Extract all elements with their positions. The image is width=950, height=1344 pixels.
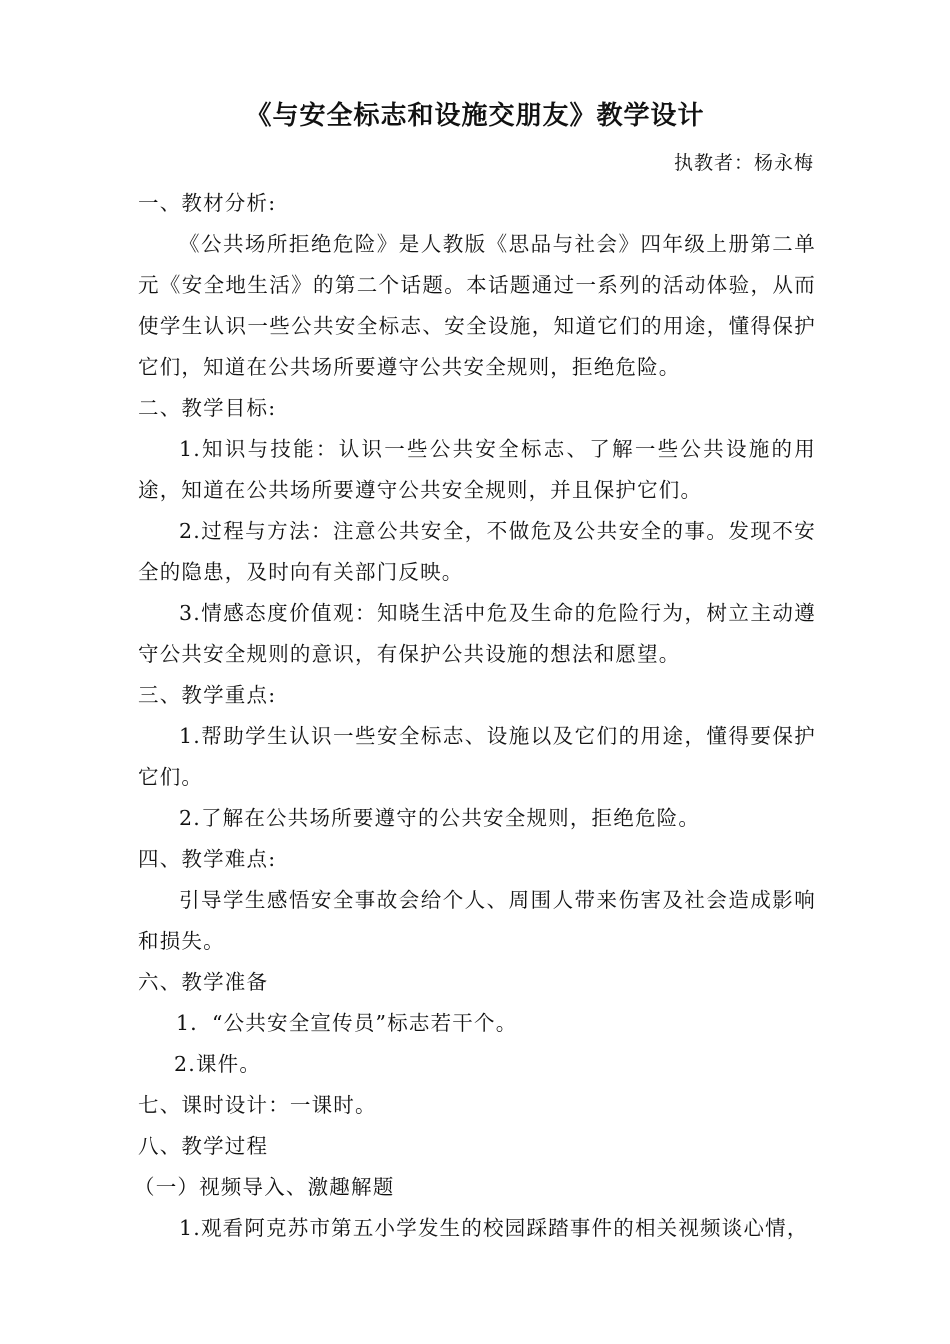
author-line: 执教者：杨永梅 (673, 152, 814, 174)
document-body (134, 183, 816, 1249)
document-title: 《与安全标志和设施交朋友》教学设计 (245, 101, 705, 131)
section-heading-difficulties: 四、教学难点: (138, 847, 277, 871)
paragraph-goal-process: 2.过程与方法：注意公共安全，不做危及公共安全的事。发现不安全的隐患，及时向有关部门反映。 (138, 519, 816, 584)
paragraph-goal-knowledge: 1.知识与技能：认识一些公共安全标志、了解一些公共设施的用途，知道在公共场所要遵守公共安全规则，并且保护它们。 (138, 437, 816, 502)
section-heading-process: 八、教学过程 (138, 1134, 269, 1158)
section-heading-textbook-analysis: 一、教材分析: (138, 191, 277, 215)
paragraph-key-point-2: 2.了解在公共场所要遵守的公共安全规则，拒绝危险。 (179, 806, 701, 830)
paragraph-goal-attitude: 3.情感态度价值观：知晓生活中危及生命的危险行为，树立主动遵守公共安全规则的意识，有保护公共设施的想法和愿望。 (138, 601, 816, 666)
list-item-preparation-2: 2.课件。 (174, 1052, 262, 1076)
paragraph-textbook-analysis: 《公共场所拒绝危险》是人教版《思品与社会》四年级上册第二单元《安全地生活》的第二个话题。本话题通过一系列的活动体验，从而使学生认识一些公共安全标志、安全设施，知道它们的用途，懂得保护它们，知道在公共场所要遵守公共安全规则，拒绝危险。 (138, 232, 816, 379)
paragraph-difficulties: 引导学生感悟安全事故会给个人、周围人带来伤害及社会造成影响和损失。 (138, 888, 816, 953)
list-item-preparation-1: 1．“公共安全宣传员”标志若干个。 (176, 1011, 518, 1035)
subsection-heading-video-intro: （一）视频导入、激趣解题 (134, 1175, 395, 1199)
section-heading-class-hours: 七、课时设计：一课时。 (138, 1093, 377, 1117)
paragraph-process-1: 1.观看阿克苏市第五小学发生的校园踩踏事件的相关视频谈心情， (179, 1216, 809, 1240)
section-heading-preparation: 六、教学准备 (138, 970, 269, 994)
section-heading-key-points: 三、教学重点: (138, 683, 277, 707)
paragraph-key-point-1: 1.帮助学生认识一些安全标志、设施以及它们的用途，懂得要保护它们。 (138, 724, 816, 789)
section-heading-teaching-goals: 二、教学目标: (138, 396, 277, 420)
